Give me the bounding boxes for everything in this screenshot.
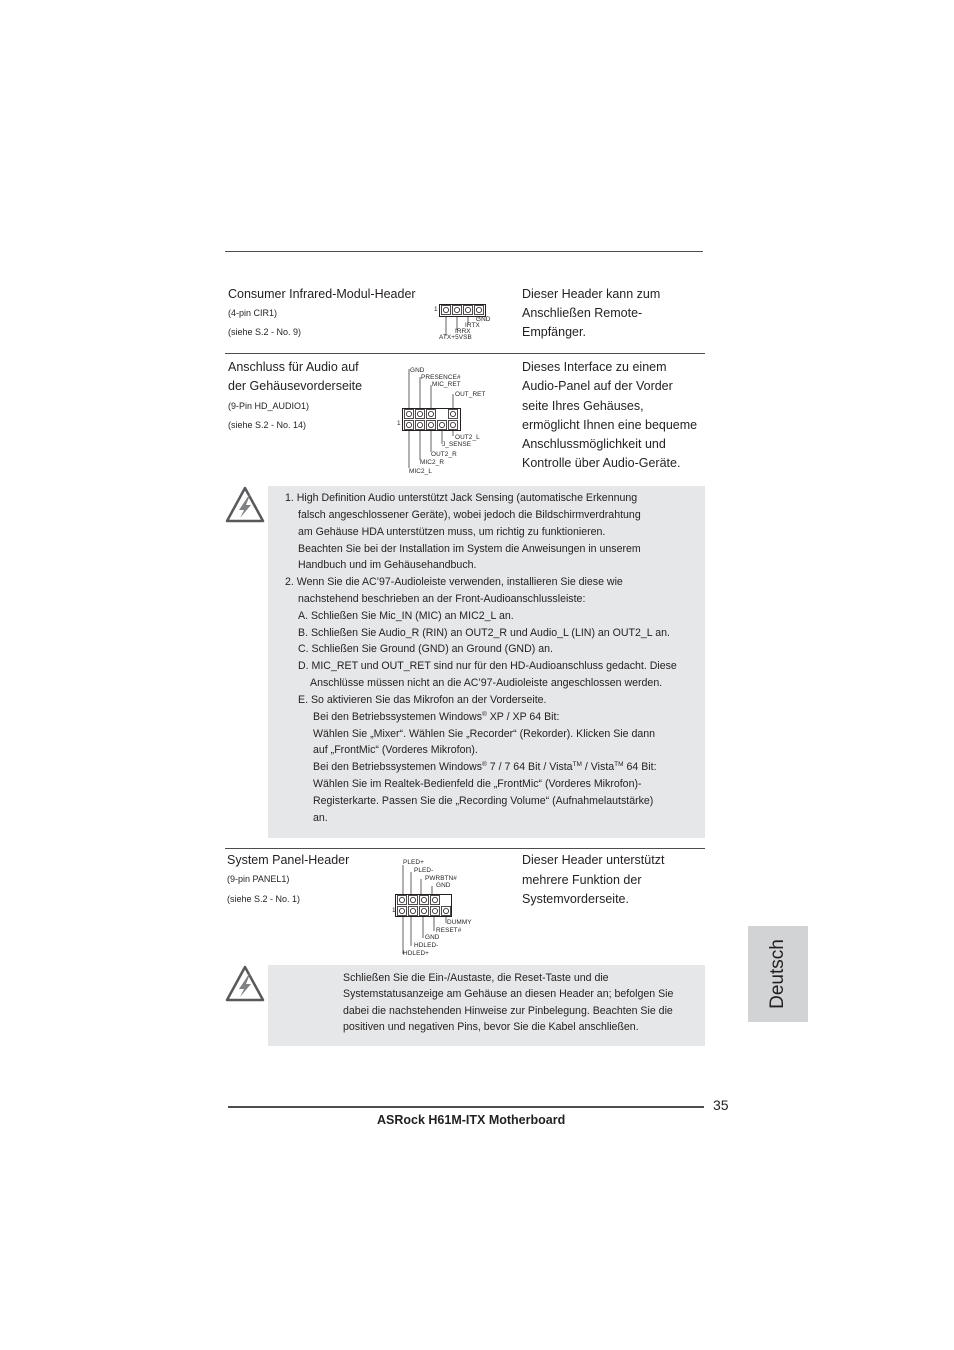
audio-ref: (siehe S.2 - No. 14) — [228, 420, 307, 430]
note1-line-4: Beachten Sie bei der Installation im System die Anweisungen in unserem — [298, 543, 641, 555]
note2-line-2: Systemstatusanzeige am Gehäuse an diesen Header an; befolgen Sie — [343, 988, 674, 1000]
audio-desc-5: Anschlussmöglichkeit und — [522, 437, 666, 451]
cir-ref: (siehe S.2 - No. 9) — [228, 327, 302, 337]
note1-line-11: D. MIC_RET und OUT_RET sind nur für den HD-Audioanschluss gedacht. Diese — [298, 660, 677, 672]
audio-title-2: der Gehäusevorderseite — [228, 379, 363, 393]
note2-line-4: positiven und negativen Pins, bevor Sie die Kabel anschließen. — [343, 1021, 639, 1033]
audio-pin-mic-ret: MIC_RET — [432, 381, 461, 388]
note1-xp-reg: ® — [482, 711, 487, 718]
note1-win7-reg: ® — [482, 761, 487, 768]
audio-pin-out-ret: OUT_RET — [455, 391, 486, 398]
cir-title: Consumer Infrared-Modul-Header — [228, 287, 416, 301]
note1-win7-mid1: 7 / 7 64 Bit / Vista — [486, 761, 573, 773]
panel-pin-hdled-plus: HDLED+ — [403, 950, 429, 957]
note1-line-14: Wählen Sie „Mixer“. Wählen Sie „Recorder“ (Rekorder). Klicken Sie dann — [313, 728, 656, 740]
note1-line-12: Anschlüsse müssen nicht an die AC’97-Audioleiste angeschlossen werden. — [310, 677, 663, 689]
panel-desc-2: mehrere Funktion der — [522, 873, 642, 887]
note1-xp-text: Bei den Betriebssystemen Windows — [313, 711, 482, 723]
note1-line-17: Registerkarte. Passen Sie die „Recording Volume“ (Aufnahmelautstärke) — [313, 795, 654, 807]
language-tab — [748, 926, 808, 1022]
cir-pin-atx: ATX+5VSB — [439, 334, 472, 341]
footer-rule — [228, 1106, 704, 1108]
note2-line-1: Schließen Sie die Ein-/Austaste, die Reset-Taste und die — [343, 972, 609, 984]
panel-pin-hdled-minus: HDLED- — [414, 942, 439, 949]
note1-win7-tm1: TM — [572, 761, 582, 768]
audio-pin-out2-r: OUT2_R — [431, 451, 457, 458]
note1-xp-line — [313, 709, 559, 726]
note1-line-6: 2. Wenn Sie die AC’97-Audioleiste verwenden, installieren Sie diese wie — [285, 576, 623, 588]
panel-title: System Panel-Header — [227, 853, 350, 867]
panel-pin-pled-plus: PLED+ — [403, 859, 424, 866]
audio-pin-mic2-r: MIC2_R — [420, 459, 445, 466]
top-rule — [225, 251, 703, 252]
panel-pin-dummy: DUMMY — [447, 919, 472, 926]
warning-icon — [224, 485, 266, 525]
note1-win7-suffix: 64 Bit: — [623, 761, 657, 773]
panel-desc-1: Dieser Header unterstützt — [522, 853, 665, 867]
language-tab-label: Deutsch — [767, 939, 788, 1009]
note1-line-10: C. Schließen Sie Ground (GND) an Ground (GND) an. — [298, 643, 553, 655]
cir-rule — [225, 353, 705, 354]
note1-line-16: Wählen Sie im Realtek-Bedienfeld die „FrontMic“ (Vorderes Mikrofon)- — [313, 778, 642, 790]
audio-pin-j-sense: J_SENSE — [442, 441, 472, 448]
note1-line-15: auf „FrontMic“ (Vorderes Mikrofon). — [313, 744, 478, 756]
audio-pin-mic2-l: MIC2_L — [409, 468, 432, 475]
panel-ref: (siehe S.2 - No. 1) — [227, 894, 301, 904]
warning-icon — [224, 964, 266, 1004]
cir-desc-1: Dieser Header kann zum — [522, 287, 661, 301]
note1-win7-line — [313, 759, 657, 776]
cir-pin-irtx: IRTX — [465, 322, 480, 329]
cir-desc-3: Empfänger. — [522, 325, 586, 339]
note1-line-9: B. Schließen Sie Audio_R (RIN) an OUT2_R und Audio_L (LIN) an OUT2_L an. — [298, 627, 670, 639]
note1-line-3: am Gehäuse HDA unterstützen muss, um richtig zu funktionieren. — [298, 526, 606, 538]
panel-top-rule — [225, 848, 705, 849]
footer-product: ASRock H61M-ITX Motherboard — [377, 1113, 566, 1127]
audio-pins: (9-Pin HD_AUDIO1) — [228, 401, 310, 411]
cir-pin-1: 1 — [434, 306, 438, 313]
audio-desc-4: ermöglicht Ihnen eine bequeme — [522, 418, 698, 432]
note1-line-18: an. — [313, 812, 328, 824]
note1-line-2: falsch angeschlossener Geräte), wobei jedoch die Bildschirmverdrahtung — [298, 509, 641, 521]
audio-desc-6: Kontrolle über Audio-Geräte. — [522, 456, 681, 470]
note1-line-8: A. Schließen Sie Mic_IN (MIC) an MIC2_L an. — [298, 610, 514, 622]
audio-title-1: Anschluss für Audio auf — [228, 360, 359, 374]
note1-line-1: 1. High Definition Audio unterstützt Jack Sensing (automatische Erkennung — [285, 492, 638, 504]
audio-pin-presence: PRESENCE# — [421, 374, 461, 381]
cir-pin-gnd: GND — [476, 316, 491, 323]
note2-line-3: dabei die nachstehenden Hinweise zur Pinbelegung. Beachten Sie die — [343, 1005, 673, 1017]
audio-pin-1: 1 — [397, 420, 401, 427]
audio-pin-gnd: GND — [410, 367, 425, 374]
panel-pin-1: 1 — [392, 907, 396, 914]
page-number: 35 — [713, 1097, 729, 1113]
panel-pin-gnd-top: GND — [436, 882, 451, 889]
audio-desc-2: Audio-Panel auf der Vorder — [522, 379, 673, 393]
panel-pin-pled-minus: PLED- — [414, 867, 434, 874]
note1-line-13: E. So aktivieren Sie das Mikrofon an der Vorderseite. — [298, 694, 547, 706]
cir-pins: (4-pin CIR1) — [228, 308, 278, 318]
cir-desc-2: Anschließen Remote- — [522, 306, 643, 320]
note1-line-7: nachstehend beschrieben an der Front-Audioanschlussleiste: — [298, 593, 586, 605]
note1-win7-tm2: TM — [614, 761, 624, 768]
audio-desc-1: Dieses Interface zu einem — [522, 360, 667, 374]
panel-desc-3: Systemvorderseite. — [522, 892, 629, 906]
note1-line-5: Handbuch und im Gehäusehandbuch. — [298, 559, 477, 571]
panel-pin-reset: RESET# — [436, 927, 462, 934]
note1-win7-text: Bei den Betriebssystemen Windows — [313, 761, 482, 773]
panel-pin-pwrbtn: PWRBTN# — [425, 875, 457, 882]
panel-pin-gnd-bottom: GND — [425, 934, 440, 941]
panel-pins: (9-pin PANEL1) — [227, 874, 290, 884]
note1-xp-suffix: XP / XP 64 Bit: — [486, 711, 560, 723]
audio-pin-out2-l: OUT2_L — [455, 434, 480, 441]
cir-pin-irrx: IRRX — [455, 328, 471, 335]
audio-desc-3: seite Ihres Gehäuses, — [522, 399, 644, 413]
note1-win7-mid2: / Vista — [581, 761, 615, 773]
